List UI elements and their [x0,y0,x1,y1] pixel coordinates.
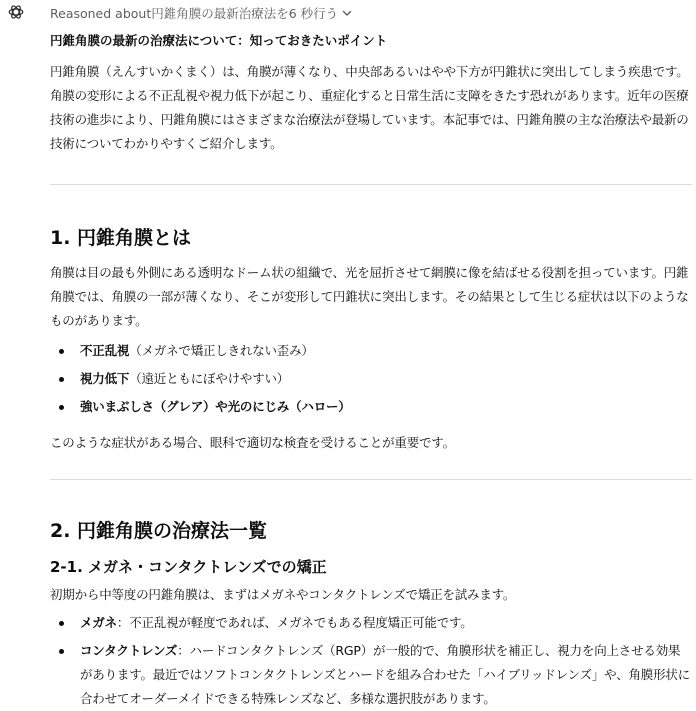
list-item-bold: 視力低下 [80,371,130,386]
list-item-text: （遠近ともにぼやけやすい） [129,371,290,386]
subsection-heading: 2-1. メガネ・コンタクトレンズでの矯正 [50,558,327,576]
reasoning-summary-text: Reasoned about円錐角膜の最新治療法を6 秒行う [50,6,339,21]
section-paragraph: 角膜は目の最も外側にある透明なドーム状の組織で、光を屈折させて網膜に像を結ばせる役割を担っています。円錐角膜では、角膜の一部が薄くなり、そこが変形して円錐状に突出します。その結果として生じる症状は以下のようなものがあります。 [50,265,689,328]
reasoning-toggle[interactable] [50,4,692,22]
correction-list [50,611,692,711]
list-item-bold: コンタクトレンズ [80,643,178,658]
list-item-text: ：ハードコンタクトレンズ（RGP）が一般的で、角膜形状を補正し、視力を向上させる効果があります。最近ではソフトコンタクトレンズとハードを組み合わせた「ハイブリッドレンズ」や、角膜形状に合わせてオーダーメイドできる特殊レンズなど、多様な選択肢があります。 [80,643,691,706]
intro-paragraph: 円錐角膜（えんすいかくまく）は、角膜が薄くなり、中央部あるいはやや下方が円錐状に突出してしまう疾患です。角膜の変形による不正乱視や視力低下が起こり、重症化すると日常生活に支障をきたす恐れがあります。近年の医療技術の進歩により、円錐角膜にはさまざまな治療法が登場しています。本記事では、円錐角膜の主な治療法や最新の技術についてわかりやすくご紹介します。 [50,64,689,151]
openai-logo-icon [7,3,25,21]
list-item-text: （メガネで矯正しきれない歪み） [129,343,314,358]
list-item-text: ：不正乱視が軽度であれば、メガネでもある程度矯正可能です。 [116,615,473,630]
section-heading: 1. 円錐角膜とは [50,227,192,249]
chevron-down-icon [342,8,352,18]
section-divider [50,479,692,480]
list-item-bold: 不正乱視 [80,343,130,358]
list-item [50,611,692,635]
section-divider [50,184,692,185]
section-closing: このような症状がある場合、眼科で適切な検査を受けることが重要です。 [50,435,455,450]
list-item [50,395,692,419]
list-item [50,339,692,363]
section-heading: 2. 円錐角膜の治療法一覧 [50,520,268,542]
list-item-bold: 強いまぶしさ（グレア）や光のにじみ（ハロー） [80,399,351,414]
list-item [50,639,692,711]
subsection-paragraph: 初期から中等度の円錐角膜は、まずはメガネやコンタクトレンズで矯正を試みます。 [50,587,516,602]
intro-title: 円錐角膜の最新の治療法について：知っておきたいポイント [50,33,388,48]
list-item [50,367,692,391]
assistant-message [50,0,692,711]
list-item-bold: メガネ [80,615,117,630]
symptom-list [50,339,692,419]
